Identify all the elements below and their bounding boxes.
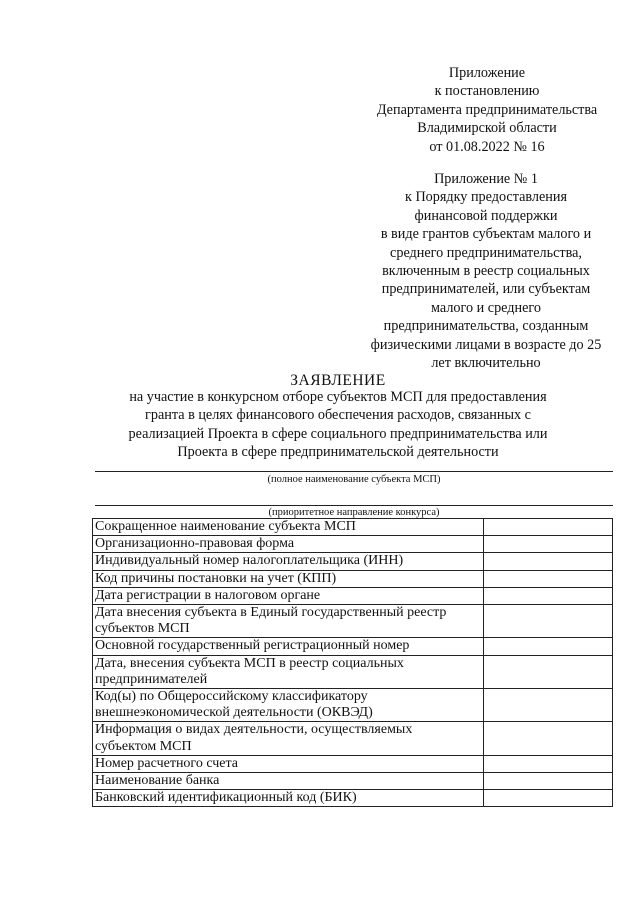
statement-subtitle-line: на участие в конкурсном отборе субъектов МСП для предоставления	[129, 389, 547, 405]
appendix-sub-line: среднего предпринимательства,	[390, 244, 582, 261]
form-row-value-cell[interactable]	[484, 519, 613, 536]
form-row	[93, 605, 613, 638]
form-row-value-cell[interactable]	[484, 722, 613, 755]
form-row-label-line: предпринимателей	[95, 671, 208, 687]
form-row-label	[93, 553, 484, 570]
form-row-label	[93, 755, 484, 772]
form-row-label	[93, 638, 484, 655]
form-row-label	[93, 605, 484, 638]
appendix-sub-line: финансовой поддержки	[414, 207, 558, 224]
form-row	[93, 655, 613, 688]
form-row-label	[93, 570, 484, 587]
appendix-sub-line: предпринимателей, или субъектам	[381, 281, 591, 298]
form-row-value-cell[interactable]	[484, 790, 613, 807]
statement-subtitle-line: реализацией Проекта в сфере социального предпринимательства или	[128, 425, 548, 442]
form-row	[93, 519, 613, 536]
statement-subtitle-line: гранта в целях финансового обеспечения расходов, связанных с	[145, 407, 531, 424]
appendix-sub-line: малого и среднего	[431, 299, 541, 316]
form-row	[93, 689, 613, 722]
form-row-label-line: внешнеэкономической деятельности (ОКВЭД)	[95, 705, 373, 721]
appendix-sub-line: включенным в реестр социальных	[382, 263, 590, 280]
appendix-header-line: Департамента предпринимательства	[376, 101, 598, 118]
appendix-sub-line: в виде грантов субъектам малого и	[380, 226, 592, 243]
form-row-label	[93, 587, 484, 604]
form-row-label	[93, 773, 484, 790]
appendix-sub-line: лет включительно	[431, 355, 541, 372]
form-row-value-cell[interactable]	[484, 553, 613, 570]
form-row	[93, 722, 613, 755]
form-row-label-line: Основной государственный регистрационный номер	[95, 638, 410, 654]
appendix-sub-header	[348, 170, 624, 372]
form-row-label-line: Номер расчетного счета	[95, 755, 239, 771]
form-row	[93, 638, 613, 655]
form-row-label	[93, 655, 484, 688]
form-row-label	[93, 790, 484, 807]
form-row-label	[93, 536, 484, 553]
form-row	[93, 553, 613, 570]
form-row	[93, 790, 613, 807]
form-row	[93, 587, 613, 604]
statement-subtitle	[100, 388, 576, 462]
appendix-header-line: Владимирской области	[417, 120, 557, 137]
form-row-label-line: Организационно-правовая форма	[95, 536, 295, 552]
form-row-label-line: Наименование банка	[95, 773, 220, 789]
form-row-label-line: Код(ы) по Общероссийскому классификатору	[95, 689, 368, 705]
appendix-sub-line: предпринимательства, созданным	[383, 318, 589, 335]
appendix-header-line: от 01.08.2022 № 16	[429, 138, 545, 155]
appendix-sub-line: физическими лицами в возрасте до 25	[370, 336, 602, 353]
form-row-value-cell[interactable]	[484, 536, 613, 553]
form-row-value-cell[interactable]	[484, 773, 613, 790]
form-row-label	[93, 689, 484, 722]
form-row-value-cell[interactable]	[484, 605, 613, 638]
form-row	[93, 755, 613, 772]
form-row-label-line: субъектов МСП	[95, 621, 190, 637]
form-row-value-cell[interactable]	[484, 655, 613, 688]
form-row-value-cell[interactable]	[484, 638, 613, 655]
form-row-label-line: Индивидуальный номер налогоплательщика (ИНН)	[95, 553, 404, 569]
form-row-value-cell[interactable]	[484, 570, 613, 587]
form-row-label	[93, 519, 484, 536]
statement-title: ЗАЯВЛЕНИЕ	[290, 372, 386, 389]
form-row-label-line: Дата внесения субъекта в Единый государственный реестр	[95, 605, 447, 621]
form-row-label-line: Код причины постановки на учет (КПП)	[95, 570, 337, 586]
form-row-label-line: Банковский идентификационный код (БИК)	[95, 790, 357, 806]
application-form-table	[92, 518, 613, 807]
form-row-label-line: Дата регистрации в налоговом органе	[95, 587, 321, 603]
statement-subtitle-line: Проекта в сфере предпринимательской деятельности	[177, 444, 499, 461]
appendix-header-line: Приложение	[448, 65, 526, 81]
appendix-header	[358, 64, 616, 156]
form-row-label-line: субъектом МСП	[95, 738, 192, 754]
full-name-caption: (полное наименование субъекта МСП)	[267, 474, 441, 485]
appendix-sub-line: Приложение № 1	[434, 171, 538, 187]
full-name-fill-line[interactable]	[95, 471, 613, 472]
direction-caption: (приоритетное направление конкурса)	[268, 507, 440, 518]
form-row	[93, 536, 613, 553]
form-row-label-line: Дата, внесения субъекта МСП в реестр социальных	[95, 655, 404, 671]
form-row-label	[93, 722, 484, 755]
form-row-value-cell[interactable]	[484, 689, 613, 722]
form-row-value-cell[interactable]	[484, 587, 613, 604]
form-row-label-line: Сокращенное наименование субъекта МСП	[95, 519, 356, 534]
form-row-label-line: Информация о видах деятельности, осуществляемых	[95, 722, 413, 738]
direction-fill-line[interactable]	[95, 505, 613, 506]
form-row-value-cell[interactable]	[484, 755, 613, 772]
form-row	[93, 773, 613, 790]
appendix-sub-line: к Порядку предоставления	[405, 189, 567, 206]
appendix-header-line: к постановлению	[434, 83, 540, 100]
form-row	[93, 570, 613, 587]
